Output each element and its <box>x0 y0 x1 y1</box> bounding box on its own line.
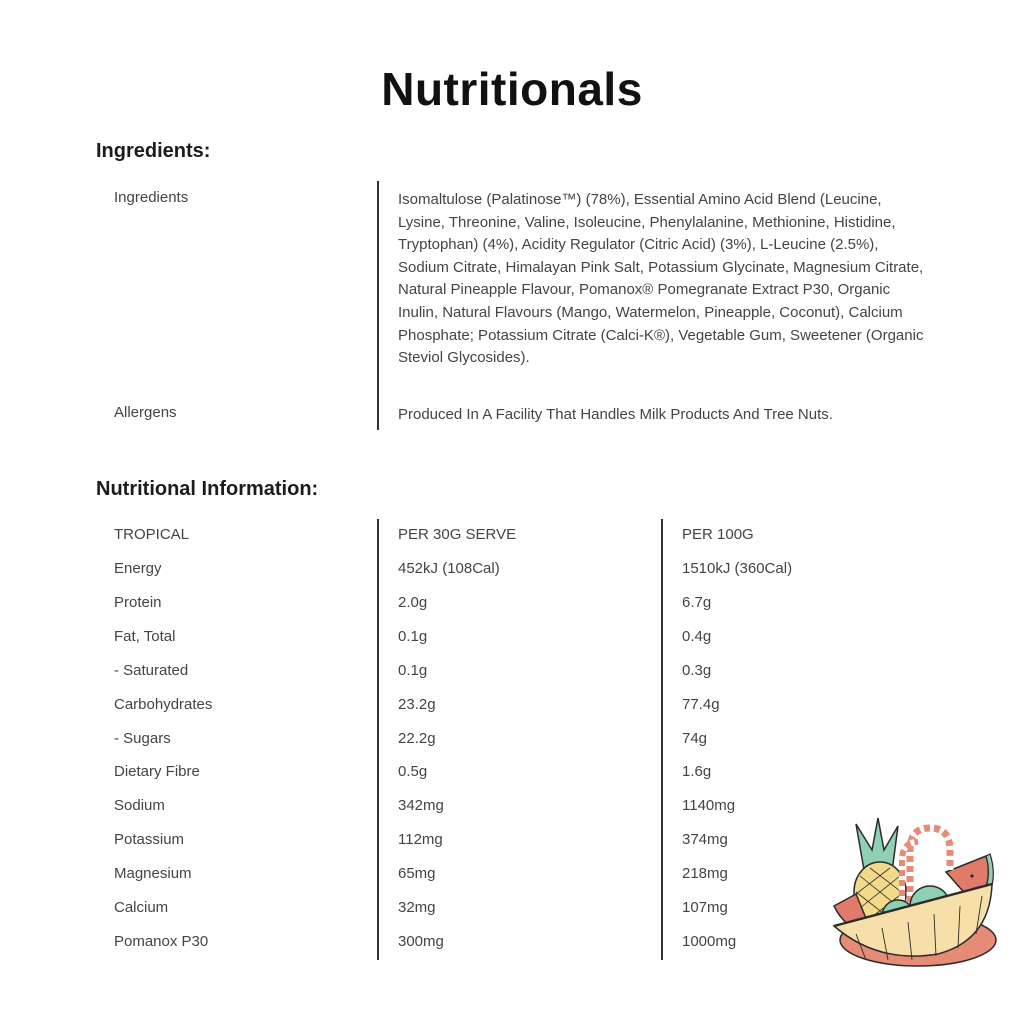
table-header-row <box>0 526 1024 548</box>
row-label: Protein <box>114 593 162 611</box>
row-label: Energy <box>114 560 162 577</box>
header-per-100g: PER 100G <box>682 526 754 543</box>
row-per-100g: 107mg <box>682 899 728 916</box>
allergens-label: Allergens <box>114 404 177 421</box>
row-per-100g: 218mg <box>682 865 728 883</box>
ingredients-divider <box>377 181 379 430</box>
table-row <box>0 763 1024 785</box>
row-per-100g: 1510kJ (360Cal) <box>682 560 793 577</box>
row-label: Sodium <box>114 797 165 815</box>
row-label: Magnesium <box>114 865 192 883</box>
row-per-100g: 1000mg <box>682 932 737 950</box>
row-per-100g: 1.6g <box>682 763 712 781</box>
row-per-serve: 0.1g <box>398 661 428 679</box>
ingredients-label: Ingredients <box>114 189 189 206</box>
row-per-100g: 0.4g <box>682 627 712 645</box>
row-per-100g: 6.7g <box>682 593 712 611</box>
row-per-serve: 342mg <box>398 797 444 815</box>
row-label: - Saturated <box>114 661 189 679</box>
row-per-serve: 300mg <box>398 932 444 950</box>
row-label: Dietary Fibre <box>114 763 200 781</box>
table-row <box>0 560 1024 582</box>
row-label: Calcium <box>114 899 169 916</box>
table-row <box>0 730 1024 752</box>
row-label: Fat, Total <box>114 627 176 645</box>
table-row <box>0 696 1024 718</box>
fruit-basket-icon <box>826 810 1002 980</box>
nutrition-heading: Nutritional Information: <box>96 478 319 500</box>
table-row <box>0 594 1024 616</box>
row-label: Carbohydrates <box>114 695 213 713</box>
ingredients-value: Isomaltulose (Palatinose™) (78%), Essential Amino Acid Blend (Leucine, Lysine, Threonine, Valine, Isoleucine, Phenylalanine, Methionine, Histidine, Tryptophan) (4%), Acidity Regulator (Citric Acid) (3%), L-Leucine (2.5%), Sodium Citrate, Himalayan Pink Salt, Potassium Glycinate, Magnesium Citrate, Natural Pineapple Flavour, Pomanox® Pomegranate Extract P30, Organic Inulin, Natural Flavours (Mango, Watermelon, Pineapple, Coconut), Calcium Phosphate; Potassium Citrate (Calci-K®), Vegetable Gum, Sweetener (Organic Steviol Glycosides). <box>398 191 924 367</box>
row-per-serve: 0.5g <box>398 763 428 781</box>
row-per-100g: 374mg <box>682 831 728 849</box>
row-label: - Sugars <box>114 729 171 747</box>
row-per-serve: 65mg <box>398 865 436 883</box>
row-per-serve: 0.1g <box>398 627 428 645</box>
row-label: Pomanox P30 <box>114 932 209 950</box>
row-label: Potassium <box>114 831 185 849</box>
row-per-serve: 22.2g <box>398 729 436 747</box>
allergens-value: Produced In A Facility That Handles Milk Products And Tree Nuts. <box>398 406 833 423</box>
row-per-100g: 74g <box>682 729 708 747</box>
row-per-100g: 1140mg <box>682 797 736 815</box>
table-row <box>0 628 1024 650</box>
row-per-100g: 77.4g <box>682 695 720 713</box>
row-per-serve: 2.0g <box>398 593 428 611</box>
page-title: Nutritionals <box>381 63 643 115</box>
row-per-100g: 0.3g <box>682 661 712 679</box>
row-per-serve: 452kJ (108Cal) <box>398 560 500 577</box>
row-per-serve: 112mg <box>398 831 443 849</box>
ingredients-heading: Ingredients: <box>96 140 211 162</box>
header-per-serve: PER 30G SERVE <box>398 526 517 543</box>
row-per-serve: 23.2g <box>398 695 436 713</box>
row-per-serve: 32mg <box>398 899 436 916</box>
table-row <box>0 662 1024 684</box>
header-flavour: TROPICAL <box>114 526 190 543</box>
